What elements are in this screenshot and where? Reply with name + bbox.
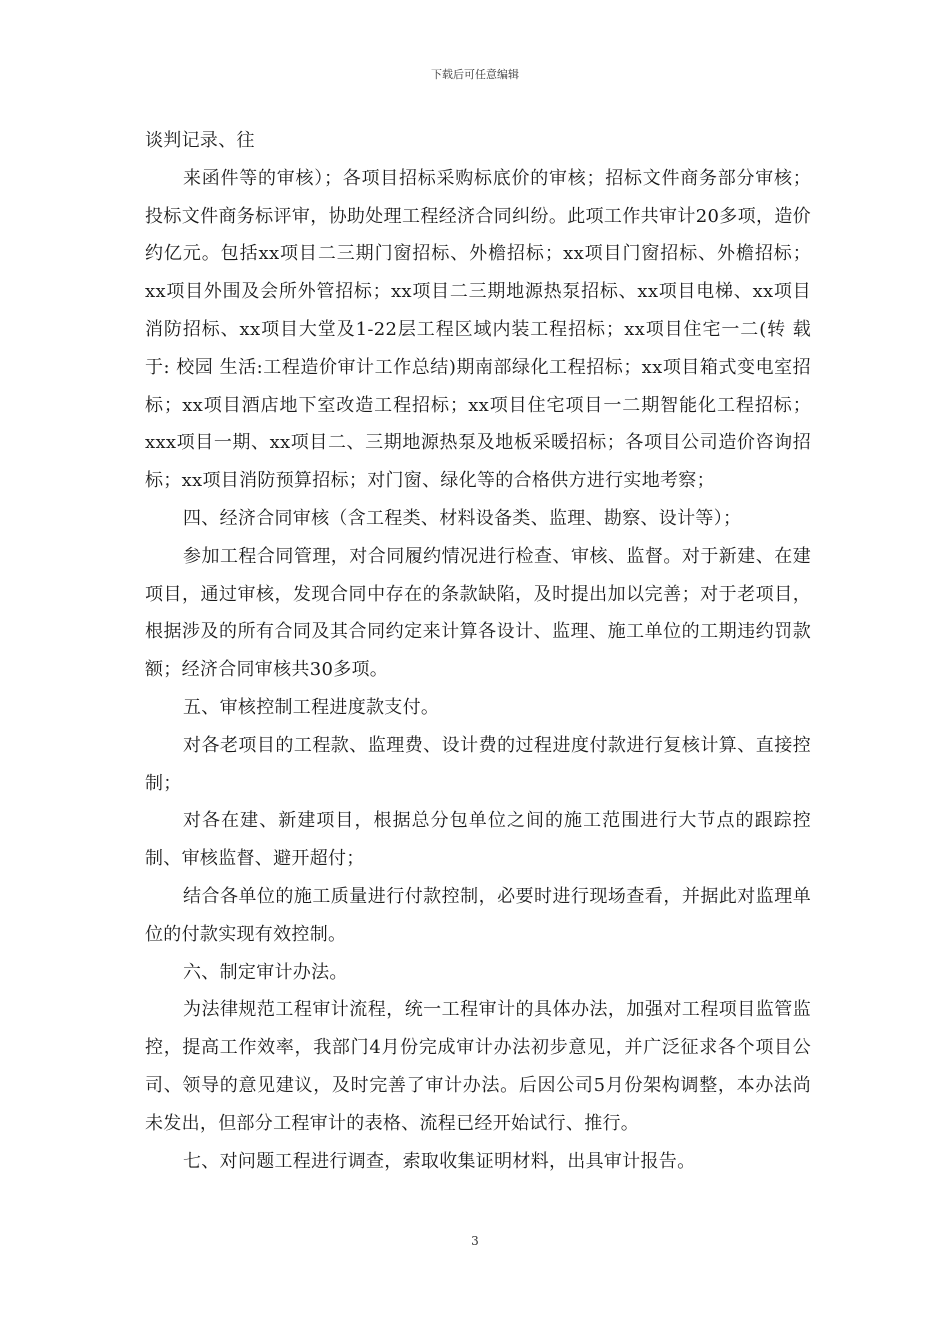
paragraph: 结合各单位的施工质量进行付款控制，必要时进行现场查看，并据此对监理单位的付款实现有效控制。 xyxy=(145,885,811,945)
paragraph: 来函件等的审核）；各项目招标采购标底价的审核；招标文件商务部分审核；投标文件商务标评审，协助处理工程经济合同纠纷。此项工作共审计20多项，造价约亿元。包括xx项目二三期门窗招标、外檐招标；xx项目门窗招标、外檐招标；xx项目外围及会所外管招标；xx项目二三期地源热泵招标、xx项目电梯、xx项目消防招标、xx项目大堂及1-22层工程区域内装工程招标；xx项目住宅一二(转 载于: 校园 生活:工程造价审计工作总结)期南部绿化工程招标；xx项目箱式变电室招标；xx项目酒店地下室改造工程招标；xx项目住宅项目一二期智能化工程招标；xxx项目一期、xx项目二、三期地源热泵及地板采暖招标；各项目公司造价咨询招标；xx项目消防预算招标；对门窗、绿化等的合格供方进行实地考察； xyxy=(145,167,811,492)
paragraph: 谈判记录、往 xyxy=(145,130,255,151)
section-heading: 五、审核控制工程进度款支付。 xyxy=(183,696,440,718)
page-header-note: 下载后可任意编辑 xyxy=(431,68,519,81)
paragraph: 对各在建、新建项目，根据总分包单位之间的施工范围进行大节点的跟踪控制、审核监督、避开超付； xyxy=(145,810,811,870)
document-body xyxy=(145,122,811,1180)
paragraph: 为法律规范工程审计流程，统一工程审计的具体办法，加强对工程项目监管监控，提高工作效率，我部门4月份完成审计办法初步意见，并广泛征求各个项目公司、领导的意见建议，及时完善了审计办法。后因公司5月份架构调整，本办法尚未发出，但部分工程审计的表格、流程已经开始试行、推行。 xyxy=(145,999,811,1134)
section-heading: 七、对问题工程进行调查，索取收集证明材料，出具审计报告。 xyxy=(183,1150,696,1172)
page-number: 3 xyxy=(471,1234,479,1248)
paragraph: 对各老项目的工程款、监理费、设计费的过程进度付款进行复核计算、直接控制； xyxy=(145,734,811,794)
paragraph: 参加工程合同管理，对合同履约情况进行检查、审核、监督。对于新建、在建项目，通过审核，发现合同中存在的条款缺陷，及时提出加以完善；对于老项目，根据涉及的所有合同及其合同约定来计算各设计、监理、施工单位的工期违约罚款额；经济合同审核共30多项。 xyxy=(145,545,811,681)
section-heading: 四、经济合同审核（含工程类、材料设备类、监理、勘察、设计等）； xyxy=(183,507,742,529)
section-heading: 六、制定审计办法。 xyxy=(183,961,348,983)
